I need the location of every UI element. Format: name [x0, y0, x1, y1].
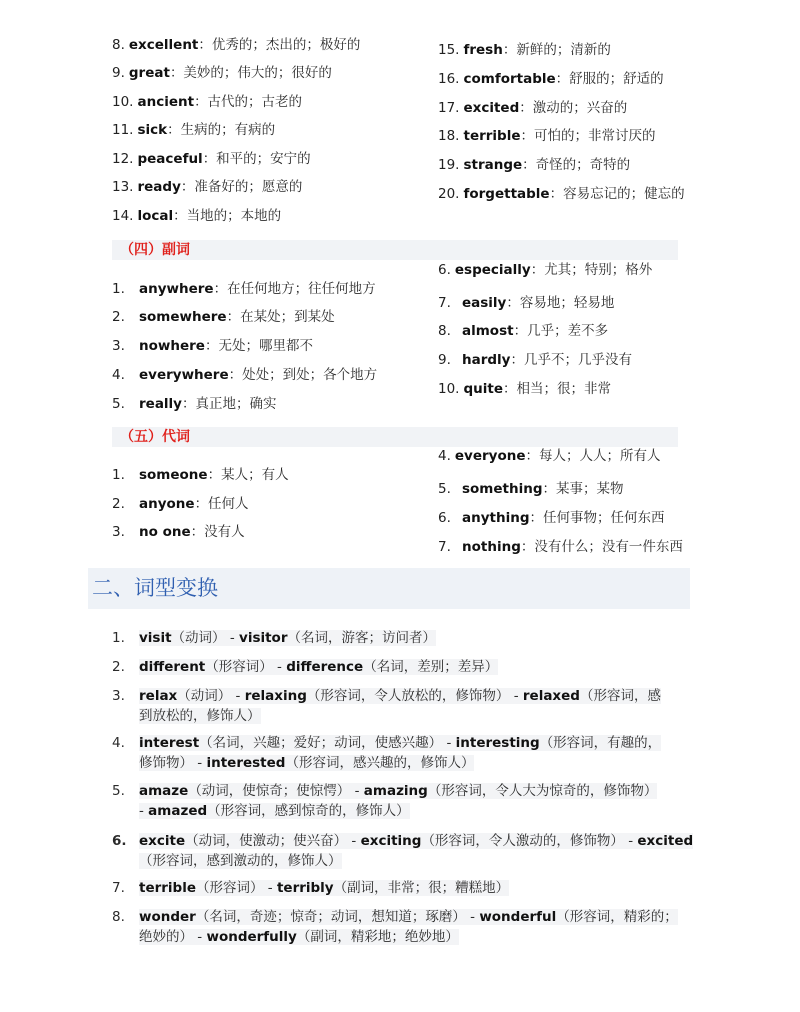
item-line	[139, 929, 459, 945]
word-form: wonder	[139, 909, 196, 925]
word-form-item	[112, 628, 702, 648]
word-form-note: （形容词，精彩的；	[556, 909, 678, 925]
word-form-item	[112, 907, 702, 947]
word-form: interest	[139, 735, 200, 751]
section-heading-pronouns: （五）代词	[112, 427, 678, 447]
list-item: 1. anywhere：在任何地方；往任何地方	[112, 281, 376, 297]
list-item: 16. comfortable：舒服的；舒适的	[438, 71, 664, 87]
item-number: 2.	[112, 659, 125, 675]
list-item: 1. someone：某人；有人	[112, 467, 289, 483]
list-item: 20. forgettable：容易忘记的；健忘的	[438, 186, 685, 202]
list-item: 3. no one：没有人	[112, 524, 245, 540]
item-number: 8.	[112, 909, 125, 925]
item-line	[139, 909, 678, 925]
list-item: 5. something：某事；某物	[438, 481, 624, 497]
section-heading-adverbs: （四）副词	[112, 240, 678, 260]
word-form-note: （形容词） -	[196, 880, 277, 896]
item-text	[139, 878, 702, 898]
word-form: wonderful	[479, 909, 557, 925]
list-item: 14. local：当地的；本地的	[112, 208, 282, 224]
list-item: 2. anyone：任何人	[112, 496, 249, 512]
word-form: terrible	[139, 880, 196, 896]
word-form: excited	[637, 833, 694, 849]
word-form: amazing	[363, 783, 428, 799]
word-form-note: 修饰物） -	[139, 755, 207, 771]
item-line	[139, 708, 261, 724]
word-form-note: （名词，差别；差异）	[363, 659, 499, 675]
word-form: interesting	[455, 735, 540, 751]
list-item: 18. terrible：可怕的；非常讨厌的	[438, 128, 656, 144]
word-form-note: （形容词，令人大为惊奇的，修饰物）	[427, 783, 658, 799]
item-line	[139, 783, 657, 799]
word-form: terribly	[276, 880, 334, 896]
word-form-note: （名词，兴趣；爱好；动词，使感兴趣） -	[199, 735, 456, 751]
word-form-note: （形容词，感到惊奇的，修饰人）	[207, 803, 410, 819]
word-form-note: 绝妙的） -	[139, 929, 207, 945]
word-form-note: -	[139, 803, 149, 819]
list-item: 12. peaceful：和平的；安宁的	[112, 151, 311, 167]
word-form: amazed	[148, 803, 208, 819]
list-item: 6. especially：尤其；特别；格外	[438, 262, 653, 278]
word-form-note: （动词） -	[177, 688, 245, 704]
item-line	[139, 755, 474, 771]
word-form-item	[112, 657, 702, 677]
word-form-note: （动词） -	[171, 630, 240, 646]
word-form: wonderfully	[206, 929, 297, 945]
word-form-note: （形容词，有趣的，	[539, 735, 662, 751]
item-line	[139, 803, 410, 819]
word-form: different	[139, 659, 206, 675]
list-item: 11. sick：生病的；有病的	[112, 122, 276, 138]
word-form-item	[112, 686, 702, 726]
word-form-note: （形容词，感到激动的，修饰人）	[139, 853, 342, 869]
list-item: 9. great：美妙的；伟大的；很好的	[112, 65, 332, 81]
word-form-note: （形容词，令人放松的，修饰物） -	[306, 688, 523, 704]
item-text	[139, 831, 702, 871]
word-form-note: （形容词） -	[205, 659, 287, 675]
list-item: 5. really：真正地；确实	[112, 396, 277, 412]
item-text	[139, 907, 702, 947]
item-line	[139, 833, 693, 849]
list-item: 8. excellent：优秀的；杰出的；极好的	[112, 37, 361, 53]
list-item: 10. ancient：古代的；古老的	[112, 94, 303, 110]
word-form-item	[112, 878, 702, 898]
word-form: visit	[139, 630, 172, 646]
word-form-item	[112, 781, 702, 821]
item-text	[139, 733, 702, 773]
item-line	[139, 853, 342, 869]
list-item: 7. easily：容易地；轻易地	[438, 295, 615, 311]
word-form-note: （副词，精彩地；绝妙地）	[296, 929, 459, 945]
list-item: 9. hardly：几乎不；几乎没有	[438, 352, 632, 368]
list-item: 15. fresh：新鲜的；清新的	[438, 42, 611, 58]
item-line	[139, 880, 509, 896]
item-line	[139, 659, 498, 675]
item-text	[139, 657, 702, 677]
item-line	[139, 688, 661, 704]
list-item: 3. nowhere：无处；哪里都不	[112, 338, 313, 354]
word-form: visitor	[239, 630, 288, 646]
word-form-item	[112, 733, 702, 773]
list-item: 19. strange：奇怪的；奇特的	[438, 157, 631, 173]
list-item: 4. everywhere：处处；到处；各个地方	[112, 367, 378, 383]
item-number: 1.	[112, 630, 125, 646]
word-form: relaxed	[522, 688, 580, 704]
list-item: 7. nothing：没有什么；没有一件东西	[438, 539, 683, 555]
word-form-note: 到放松的，修饰人）	[139, 708, 261, 724]
part-heading-word-forms: 二、词型变换	[88, 568, 690, 609]
list-item: 8. almost：几乎；差不多	[438, 323, 609, 339]
item-number: 7.	[112, 880, 125, 896]
word-form: excite	[139, 833, 186, 849]
word-form: difference	[286, 659, 364, 675]
list-item: 10. quite：相当；很；非常	[438, 381, 611, 397]
word-form: relax	[139, 688, 178, 704]
list-item: 2. somewhere：在某处；到某处	[112, 309, 335, 325]
list-item: 17. excited：激动的；兴奋的	[438, 100, 628, 116]
item-text	[139, 628, 702, 648]
word-form-note: （动词，使惊奇；使惊愕） -	[188, 783, 364, 799]
item-number: 5.	[112, 783, 125, 799]
list-item: 4. everyone：每人；人人；所有人	[438, 448, 661, 464]
item-number: 4.	[112, 735, 125, 751]
list-item: 13. ready：准备好的；愿意的	[112, 179, 303, 195]
word-form: exciting	[360, 833, 422, 849]
item-line	[139, 735, 661, 751]
item-number: 6.	[112, 833, 127, 849]
word-form-note: （形容词，令人激动的，修饰物） -	[421, 833, 638, 849]
word-form-note: （名词，奇迹；惊奇；动词，想知道；琢磨） -	[195, 909, 480, 925]
word-form-note: （名词，游客；访问者）	[287, 630, 436, 646]
list-item: 6. anything：任何事物；任何东西	[438, 510, 665, 526]
word-form: relaxing	[244, 688, 307, 704]
word-form-note: （形容词，感	[579, 688, 661, 704]
item-line	[139, 630, 436, 646]
item-number: 3.	[112, 688, 125, 704]
word-form-note: （副词，非常；很；糟糕地）	[333, 880, 510, 896]
word-form-note: （动词，使激动；使兴奋） -	[185, 833, 361, 849]
item-text	[139, 686, 702, 726]
word-form-note: （形容词，感兴趣的，修饰人）	[285, 755, 475, 771]
word-form: interested	[206, 755, 286, 771]
item-text	[139, 781, 702, 821]
word-form-item	[112, 831, 702, 871]
word-form: amaze	[139, 783, 189, 799]
